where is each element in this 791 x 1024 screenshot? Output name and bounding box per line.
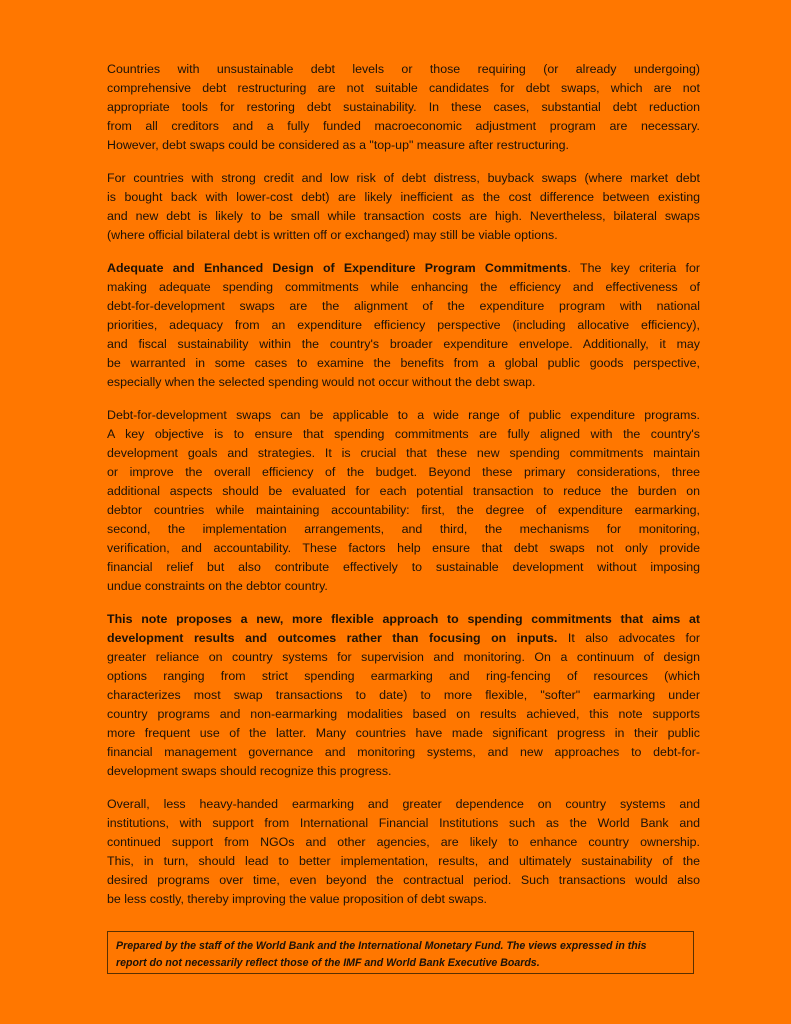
- text-line: [107, 278, 700, 297]
- disclaimer-line: Prepared by the staff of the World Bank and the International Monetary Fund. The views expressed in this: [116, 940, 647, 952]
- body-text: be warranted in some cases to examine the benefits from a global public goods perspective,: [107, 356, 700, 370]
- text-line: [107, 117, 700, 136]
- body-text: Countries with unsustainable debt levels or those requiring (or already undergoing): [107, 62, 700, 76]
- paragraph: [107, 169, 700, 245]
- text-line: [107, 520, 700, 539]
- body-text: making adequate spending commitments while enhancing the efficiency and effectiveness of: [107, 280, 700, 294]
- body-text: For countries with strong credit and low risk of debt distress, buyback swaps (where market debt: [107, 171, 700, 185]
- body-text: financial relief but also contribute effectively to sustainable development without imposing: [107, 560, 700, 574]
- text-line: [107, 577, 700, 596]
- body-text: debt-for-development swaps are the alignment of the expenditure program with national: [107, 299, 700, 313]
- paragraph: [107, 259, 700, 392]
- text-line: [107, 463, 700, 482]
- body-text: However, debt swaps could be considered as a "top-up" measure after restructuring.: [107, 138, 569, 152]
- text-line: [107, 686, 700, 705]
- body-text: It also advocates for: [557, 631, 700, 645]
- body-text: continued support from NGOs and other agencies, are likely to enhance country ownership.: [107, 835, 700, 849]
- body-text: is bought back with lower-cost debt) are likely inefficient as the cost difference between existing: [107, 190, 700, 204]
- text-line: [107, 406, 700, 425]
- body-text: characterizes most swap transactions to date) to more flexible, "softer" earmarking under: [107, 688, 700, 702]
- text-line: [107, 724, 700, 743]
- text-line: [107, 297, 700, 316]
- body-text: A key objective is to ensure that spending commitments are fully aligned with the country's: [107, 427, 700, 441]
- body-text: country programs and non-earmarking modalities based on results achieved, this note supports: [107, 707, 700, 721]
- text-line: [107, 226, 700, 245]
- text-line: [107, 354, 700, 373]
- body-text: from all creditors and a fully funded macroeconomic adjustment program are necessary.: [107, 119, 700, 133]
- text-line: [107, 743, 700, 762]
- text-line: [107, 60, 700, 79]
- text-line: [107, 648, 700, 667]
- body-text: greater reliance on country systems for supervision and monitoring. On a continuum of design: [107, 650, 700, 664]
- text-line: [107, 667, 700, 686]
- body-text: Overall, less heavy-handed earmarking and greater dependence on country systems and: [107, 797, 700, 811]
- text-line: [107, 890, 700, 909]
- paragraph: [107, 60, 700, 155]
- paragraph: [107, 795, 700, 909]
- text-line: [107, 444, 700, 463]
- text-line: [107, 188, 700, 207]
- body-text: more frequent use of the latter. Many countries have made significant progress in their public: [107, 726, 700, 740]
- body-text: priorities, adequacy from an expenditure efficiency perspective (including allocative efficiency),: [107, 318, 700, 332]
- body-text: especially when the selected spending would not occur without the debt swap.: [107, 375, 536, 389]
- text-line: [107, 705, 700, 724]
- document-body: [107, 60, 700, 923]
- body-text: debtor countries while maintaining accountability: first, the degree of expenditure earmarking,: [107, 503, 700, 517]
- text-line: [107, 814, 700, 833]
- text-line: [107, 259, 700, 278]
- text-line: [107, 98, 700, 117]
- body-text: development goals and strategies. It is crucial that these new spending commitments maintain: [107, 446, 700, 460]
- body-text: and fiscal sustainability within the country's broader expenditure envelope. Additionally, it may: [107, 337, 700, 351]
- body-text: (where official bilateral debt is written off or exchanged) may still be viable options.: [107, 228, 558, 242]
- paragraph: [107, 610, 700, 781]
- text-line: [107, 79, 700, 98]
- body-text: and new debt is likely to be small while transaction costs are high. Nevertheless, bilateral swaps: [107, 209, 700, 223]
- body-text: second, the implementation arrangements, and third, the mechanisms for monitoring,: [107, 522, 700, 536]
- body-text: undue constraints on the debtor country.: [107, 579, 328, 593]
- body-text: additional aspects should be evaluated for each potential transaction to reduce the burden on: [107, 484, 700, 498]
- body-text: . The key criteria for: [567, 261, 700, 275]
- text-line: [107, 373, 700, 392]
- body-text: comprehensive debt restructuring are not suitable candidates for debt swaps, which are not: [107, 81, 700, 95]
- disclaimer-line: report do not necessarily reflect those of the IMF and World Bank Executive Boards.: [116, 957, 540, 969]
- body-text: options ranging from strict spending earmarking and ring-fencing of resources (which: [107, 669, 700, 683]
- text-line: [107, 871, 700, 890]
- text-line: [107, 335, 700, 354]
- text-line: [107, 610, 700, 629]
- body-text: be less costly, thereby improving the value proposition of debt swaps.: [107, 892, 487, 906]
- body-text: financial management governance and monitoring systems, and new approaches to debt-for-: [107, 745, 700, 759]
- body-text: or improve the overall efficiency of the budget. Beyond these primary considerations, three: [107, 465, 700, 479]
- text-line: [107, 558, 700, 577]
- disclaimer-box: [107, 931, 694, 974]
- text-line: [107, 169, 700, 188]
- text-line: [107, 762, 700, 781]
- bold-text: Adequate and Enhanced Design of Expenditure Program Commitments: [107, 261, 568, 275]
- text-line: [107, 207, 700, 226]
- body-text: verification, and accountability. These factors help ensure that debt swaps not only provide: [107, 541, 700, 555]
- body-text: Debt-for-development swaps can be applicable to a wide range of public expenditure programs.: [107, 408, 700, 422]
- text-line: [107, 795, 700, 814]
- bold-text: development results and outcomes rather than focusing on inputs.: [107, 631, 558, 645]
- text-line: [107, 852, 700, 871]
- text-line: [107, 425, 700, 444]
- body-text: This, in turn, should lead to better implementation, results, and ultimately sustainability of the: [107, 854, 700, 868]
- text-line: [107, 539, 700, 558]
- text-line: [107, 501, 700, 520]
- text-line: [107, 629, 700, 648]
- text-line: [107, 316, 700, 335]
- body-text: appropriate tools for restoring debt sustainability. In these cases, substantial debt reduction: [107, 100, 700, 114]
- body-text: desired programs over time, even beyond the contractual period. Such transactions would also: [107, 873, 700, 887]
- paragraph: [107, 406, 700, 596]
- bold-text: This note proposes a new, more flexible approach to spending commitments that aims at: [107, 612, 700, 626]
- text-line: [107, 136, 700, 155]
- text-line: [107, 482, 700, 501]
- body-text: institutions, with support from International Financial Institutions such as the World Bank and: [107, 816, 700, 830]
- text-line: [107, 833, 700, 852]
- body-text: development swaps should recognize this progress.: [107, 764, 392, 778]
